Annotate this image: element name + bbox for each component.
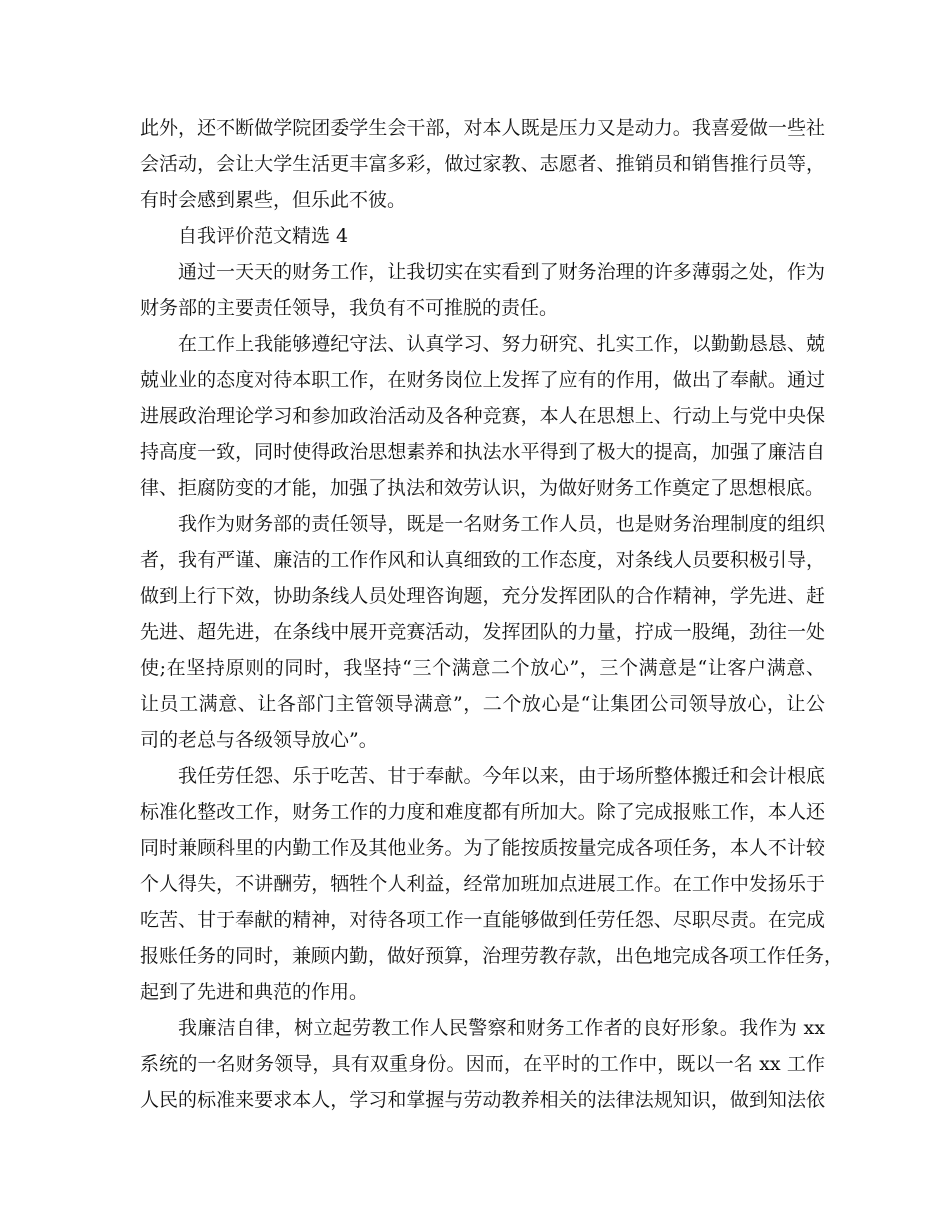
text-line: 进展政治理论学习和参加政治活动及各种竞赛，本人在思想上、行动上与党中央保 [140,405,825,427]
text-line: 持高度一致，同时使得政治思想素养和执法水平得到了极大的提高，加强了廉洁自 [140,441,825,463]
text-line: 先进、超先进，在条线中展开竞赛活动，发挥团队的力量，拧成一股绳，劲往一处 [140,621,825,643]
text-line: 系统的一名财务领导，具有双重身份。因而，在平时的工作中，既以一名 xx 工作 [140,1053,825,1075]
text-line: 司的老总与各级领导放心”。 [140,729,378,751]
text-line: 会活动，会让大学生活更丰富多彩，做过家教、志愿者、推销员和销售推行员等， [140,153,825,175]
text-line: 使;在坚持原则的同时，我坚持“三个满意二个放心”，三个满意是“让客户满意、 [140,657,825,679]
text-line: 标准化整改工作，财务工作的力度和难度都有所加大。除了完成报账工作，本人还 [140,801,825,823]
document-body [140,110,844,1118]
text-line: 报账任务的同时，兼顾内勤，做好预算，治理劳教存款，出色地完成各项工作任务， [140,945,844,967]
text-line: 我廉洁自律，树立起劳教工作人民警察和财务工作者的良好形象。我作为 xx [178,1017,825,1039]
text-line: 让员工满意、让各部门主管领导满意”，二个放心是“让集团公司领导放心，让公 [140,693,825,715]
text-line: 我任劳任怨、乐于吃苦、甘于奉献。今年以来，由于场所整体搬迁和会计根底 [178,765,825,787]
text-line: 吃苦、甘于奉献的精神，对待各项工作一直能够做到任劳任怨、尽职尽责。在完成 [140,909,825,931]
text-line: 同时兼顾科里的内勤工作及其他业务。为了能按质按量完成各项任务，本人不计较 [140,837,825,859]
text-line: 起到了先进和典范的作用。 [140,981,369,1003]
text-line: 者，我有严谨、廉洁的工作作风和认真细致的工作态度，对条线人员要积极引导， [140,549,825,571]
text-line: 在工作上我能够遵纪守法、认真学习、努力研究、扎实工作，以勤勤恳恳、兢 [178,333,825,355]
text-line: 此外，还不断做学院团委学生会干部，对本人既是压力又是动力。我喜爱做一些社 [140,117,825,139]
text-line: 律、拒腐防变的才能，加强了执法和效劳认识，为做好财务工作奠定了思想根底。 [140,477,825,499]
section-heading: 自我评价范文精选 4 [178,225,349,247]
text-line: 我作为财务部的责任领导，既是一名财务工作人员，也是财务治理制度的组织 [178,513,825,535]
text-line: 个人得失，不讲酬劳，牺牲个人利益，经常加班加点进展工作。在工作中发扬乐于 [140,873,825,895]
text-line: 人民的标准来要求本人，学习和掌握与劳动教养相关的法律法规知识，做到知法依 [140,1089,825,1111]
text-line: 兢业业的态度对待本职工作，在财务岗位上发挥了应有的作用，做出了奉献。通过 [140,369,825,391]
text-line: 财务部的主要责任领导，我负有不可推脱的责任。 [140,297,559,319]
text-line: 通过一天天的财务工作，让我切实在实看到了财务治理的许多薄弱之处，作为 [178,261,825,283]
text-line: 做到上行下效，协助条线人员处理咨询题，充分发挥团队的合作精神，学先进、赶 [140,585,825,607]
text-line: 有时会感到累些，但乐此不彼。 [140,189,407,211]
